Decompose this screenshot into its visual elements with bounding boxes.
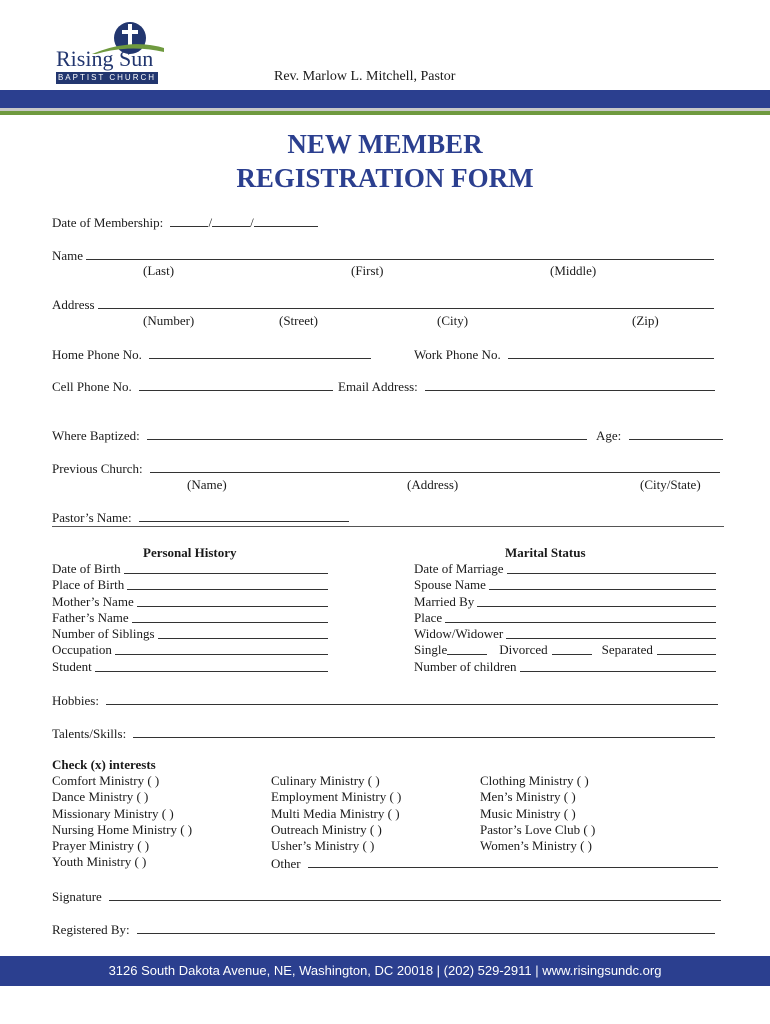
interests-heading: Check (x) interests	[52, 757, 156, 772]
name-middle-caption: (Middle)	[550, 263, 597, 278]
where-baptized-blank	[147, 427, 587, 440]
age-label: Age:	[596, 428, 622, 443]
hobbies-field[interactable]	[52, 692, 718, 709]
name-last-caption: (Last)	[143, 263, 175, 278]
year-blank	[254, 214, 318, 227]
divorced-blank[interactable]	[552, 642, 592, 655]
marital-status-list	[414, 561, 716, 675]
church-logo	[52, 14, 164, 84]
history-blank	[115, 642, 328, 655]
section-divider	[52, 526, 724, 527]
hobbies-label: Hobbies:	[52, 693, 99, 708]
interests-col-2	[271, 773, 401, 854]
address-field[interactable]	[52, 296, 714, 313]
interest-womens[interactable]: Women’s Ministry ( )	[480, 838, 592, 854]
marital-row-date-of-marriage[interactable]	[414, 561, 716, 577]
signature-field[interactable]	[52, 888, 721, 905]
marital-label: Number of children	[414, 658, 517, 674]
date-of-membership-label: Date of Membership:	[52, 215, 164, 230]
history-blank	[137, 594, 328, 607]
interest-ushers[interactable]: Usher’s Ministry ( )	[271, 838, 375, 854]
interest-nursing-home[interactable]: Nursing Home Ministry ( )	[52, 821, 193, 837]
age-blank	[629, 427, 723, 440]
history-row-fathers-name[interactable]	[52, 610, 328, 626]
marital-row-place[interactable]	[414, 610, 716, 626]
marital-label: Date of Marriage	[414, 561, 504, 576]
history-label: Date of Birth	[52, 561, 121, 576]
marital-label: Spouse Name	[414, 577, 486, 593]
marital-blank	[445, 610, 716, 623]
marital-row-single-divorced-separated	[414, 642, 716, 658]
marital-row-widow[interactable]	[414, 626, 716, 642]
marital-label: Widow/Widower	[414, 626, 504, 642]
pastors-name-label: Pastor’s Name:	[52, 510, 132, 525]
email-field[interactable]	[338, 378, 715, 395]
title-line-1: NEW MEMBER	[287, 129, 483, 159]
talents-field[interactable]	[52, 725, 715, 742]
history-label: Mother’s Name	[52, 593, 134, 609]
addr-street-caption: (Street)	[279, 313, 318, 328]
history-row-mothers-name[interactable]	[52, 594, 328, 610]
prev-name-caption: (Name)	[187, 477, 227, 492]
history-blank	[132, 610, 328, 623]
talents-label: Talents/Skills:	[52, 726, 127, 741]
cell-phone-blank	[139, 378, 333, 391]
work-phone-blank	[508, 346, 714, 359]
interest-multi-media[interactable]: Multi Media Ministry ( )	[271, 805, 400, 821]
name-label: Name	[52, 248, 84, 263]
previous-church-field[interactable]	[52, 460, 720, 477]
registered-by-field[interactable]	[52, 921, 715, 938]
other-blank	[308, 855, 718, 868]
title-line-2: REGISTRATION FORM	[236, 163, 534, 193]
history-label: Student	[52, 658, 92, 674]
divorced-label: Divorced	[499, 642, 548, 658]
marital-status-heading: Marital Status	[505, 545, 586, 560]
addr-number-caption: (Number)	[143, 313, 195, 328]
name-first-caption: (First)	[351, 263, 384, 278]
interest-dance[interactable]: Dance Ministry ( )	[52, 789, 149, 805]
single-label: Single	[414, 642, 448, 658]
marital-blank	[507, 561, 716, 574]
separated-label: Separated	[601, 642, 653, 658]
logo-subtitle: BAPTIST CHURCH	[57, 73, 157, 82]
history-blank	[124, 561, 328, 574]
address-blank	[98, 296, 714, 309]
previous-church-blank	[150, 460, 720, 473]
hobbies-blank	[106, 692, 718, 705]
marital-blank	[506, 626, 716, 639]
history-label: Father’s Name	[52, 609, 129, 625]
addr-zip-caption: (Zip)	[632, 313, 659, 328]
interest-outreach[interactable]: Outreach Ministry ( )	[271, 821, 382, 837]
other-label: Other	[271, 856, 301, 871]
month-blank	[170, 214, 208, 227]
header-band-blue	[0, 90, 770, 108]
address-label: Address	[52, 297, 95, 312]
home-phone-label: Home Phone No.	[52, 347, 142, 362]
personal-history-heading: Personal History	[143, 545, 237, 560]
prev-address-caption: (Address)	[407, 477, 459, 492]
interest-missionary[interactable]: Missionary Ministry ( )	[52, 805, 174, 821]
pastors-name-field[interactable]	[52, 509, 349, 526]
page-title	[0, 127, 770, 195]
where-baptized-label: Where Baptized:	[52, 428, 140, 443]
history-row-place-of-birth[interactable]	[52, 577, 328, 593]
footer-contact: 3126 South Dakota Avenue, NE, Washington, DC 20018 | (202) 529-2911 | www.risingsundc.org	[0, 956, 770, 986]
separated-blank[interactable]	[657, 642, 716, 655]
where-baptized-field[interactable]	[52, 427, 587, 444]
interest-clothing[interactable]: Clothing Ministry ( )	[480, 773, 589, 788]
previous-church-label: Previous Church:	[52, 461, 143, 476]
marital-blank	[520, 659, 716, 672]
interest-pastors-love-club[interactable]: Pastor’s Love Club ( )	[480, 821, 596, 837]
history-row-student[interactable]	[52, 659, 328, 675]
marital-row-married-by[interactable]	[414, 594, 716, 610]
header-band-green	[0, 111, 770, 115]
name-field[interactable]	[52, 247, 714, 264]
history-blank	[158, 626, 328, 639]
history-blank	[95, 659, 328, 672]
pastor-name: Rev. Marlow L. Mitchell, Pastor	[274, 69, 456, 84]
interests-col-3	[480, 773, 595, 854]
email-label: Email Address:	[338, 379, 418, 394]
registered-by-blank	[137, 921, 715, 934]
name-blank	[86, 247, 714, 260]
history-row-date-of-birth[interactable]	[52, 561, 328, 577]
interest-employment[interactable]: Employment Ministry ( )	[271, 789, 402, 805]
marital-blank	[489, 577, 716, 590]
signature-label: Signature	[52, 889, 102, 904]
logo-wordmark: Rising Sun	[56, 46, 154, 71]
single-blank[interactable]	[447, 642, 487, 655]
history-label: Occupation	[52, 642, 112, 658]
interest-mens[interactable]: Men’s Ministry ( )	[480, 789, 576, 805]
addr-city-caption: (City)	[437, 313, 469, 328]
history-row-occupation[interactable]	[52, 642, 328, 658]
interest-youth[interactable]: Youth Ministry ( )	[52, 854, 147, 870]
interest-comfort[interactable]: Comfort Ministry ( )	[52, 773, 160, 788]
marital-row-spouse-name[interactable]	[414, 577, 716, 593]
history-label: Place of Birth	[52, 577, 125, 593]
interest-prayer[interactable]: Prayer Ministry ( )	[52, 838, 150, 854]
home-phone-blank	[149, 346, 371, 359]
history-row-siblings[interactable]	[52, 626, 328, 642]
history-blank	[127, 577, 328, 590]
interest-music[interactable]: Music Ministry ( )	[480, 805, 576, 821]
email-blank	[425, 378, 715, 391]
history-label: Number of Siblings	[52, 626, 155, 642]
cell-phone-field[interactable]	[52, 378, 333, 395]
marital-label: Married By	[414, 593, 475, 609]
date-of-membership-field[interactable]: Date of Membership: / /	[52, 214, 318, 231]
marital-blank	[477, 594, 716, 607]
interest-culinary[interactable]: Culinary Ministry ( )	[271, 773, 380, 788]
talents-blank	[133, 725, 715, 738]
interests-col-1	[52, 773, 192, 871]
registered-by-label: Registered By:	[52, 922, 130, 937]
interest-other-field[interactable]	[271, 855, 718, 872]
work-phone-field[interactable]	[414, 346, 714, 363]
signature-blank	[109, 888, 721, 901]
personal-history-list	[52, 561, 328, 675]
home-phone-field[interactable]	[52, 346, 371, 363]
work-phone-label: Work Phone No.	[414, 347, 501, 362]
pastors-name-blank	[139, 509, 349, 522]
age-field[interactable]	[596, 427, 723, 444]
marital-row-children[interactable]	[414, 659, 716, 675]
marital-label: Place	[414, 609, 443, 625]
day-blank	[212, 214, 250, 227]
prev-city-state-caption: (City/State)	[640, 477, 701, 492]
cell-phone-label: Cell Phone No.	[52, 379, 132, 394]
